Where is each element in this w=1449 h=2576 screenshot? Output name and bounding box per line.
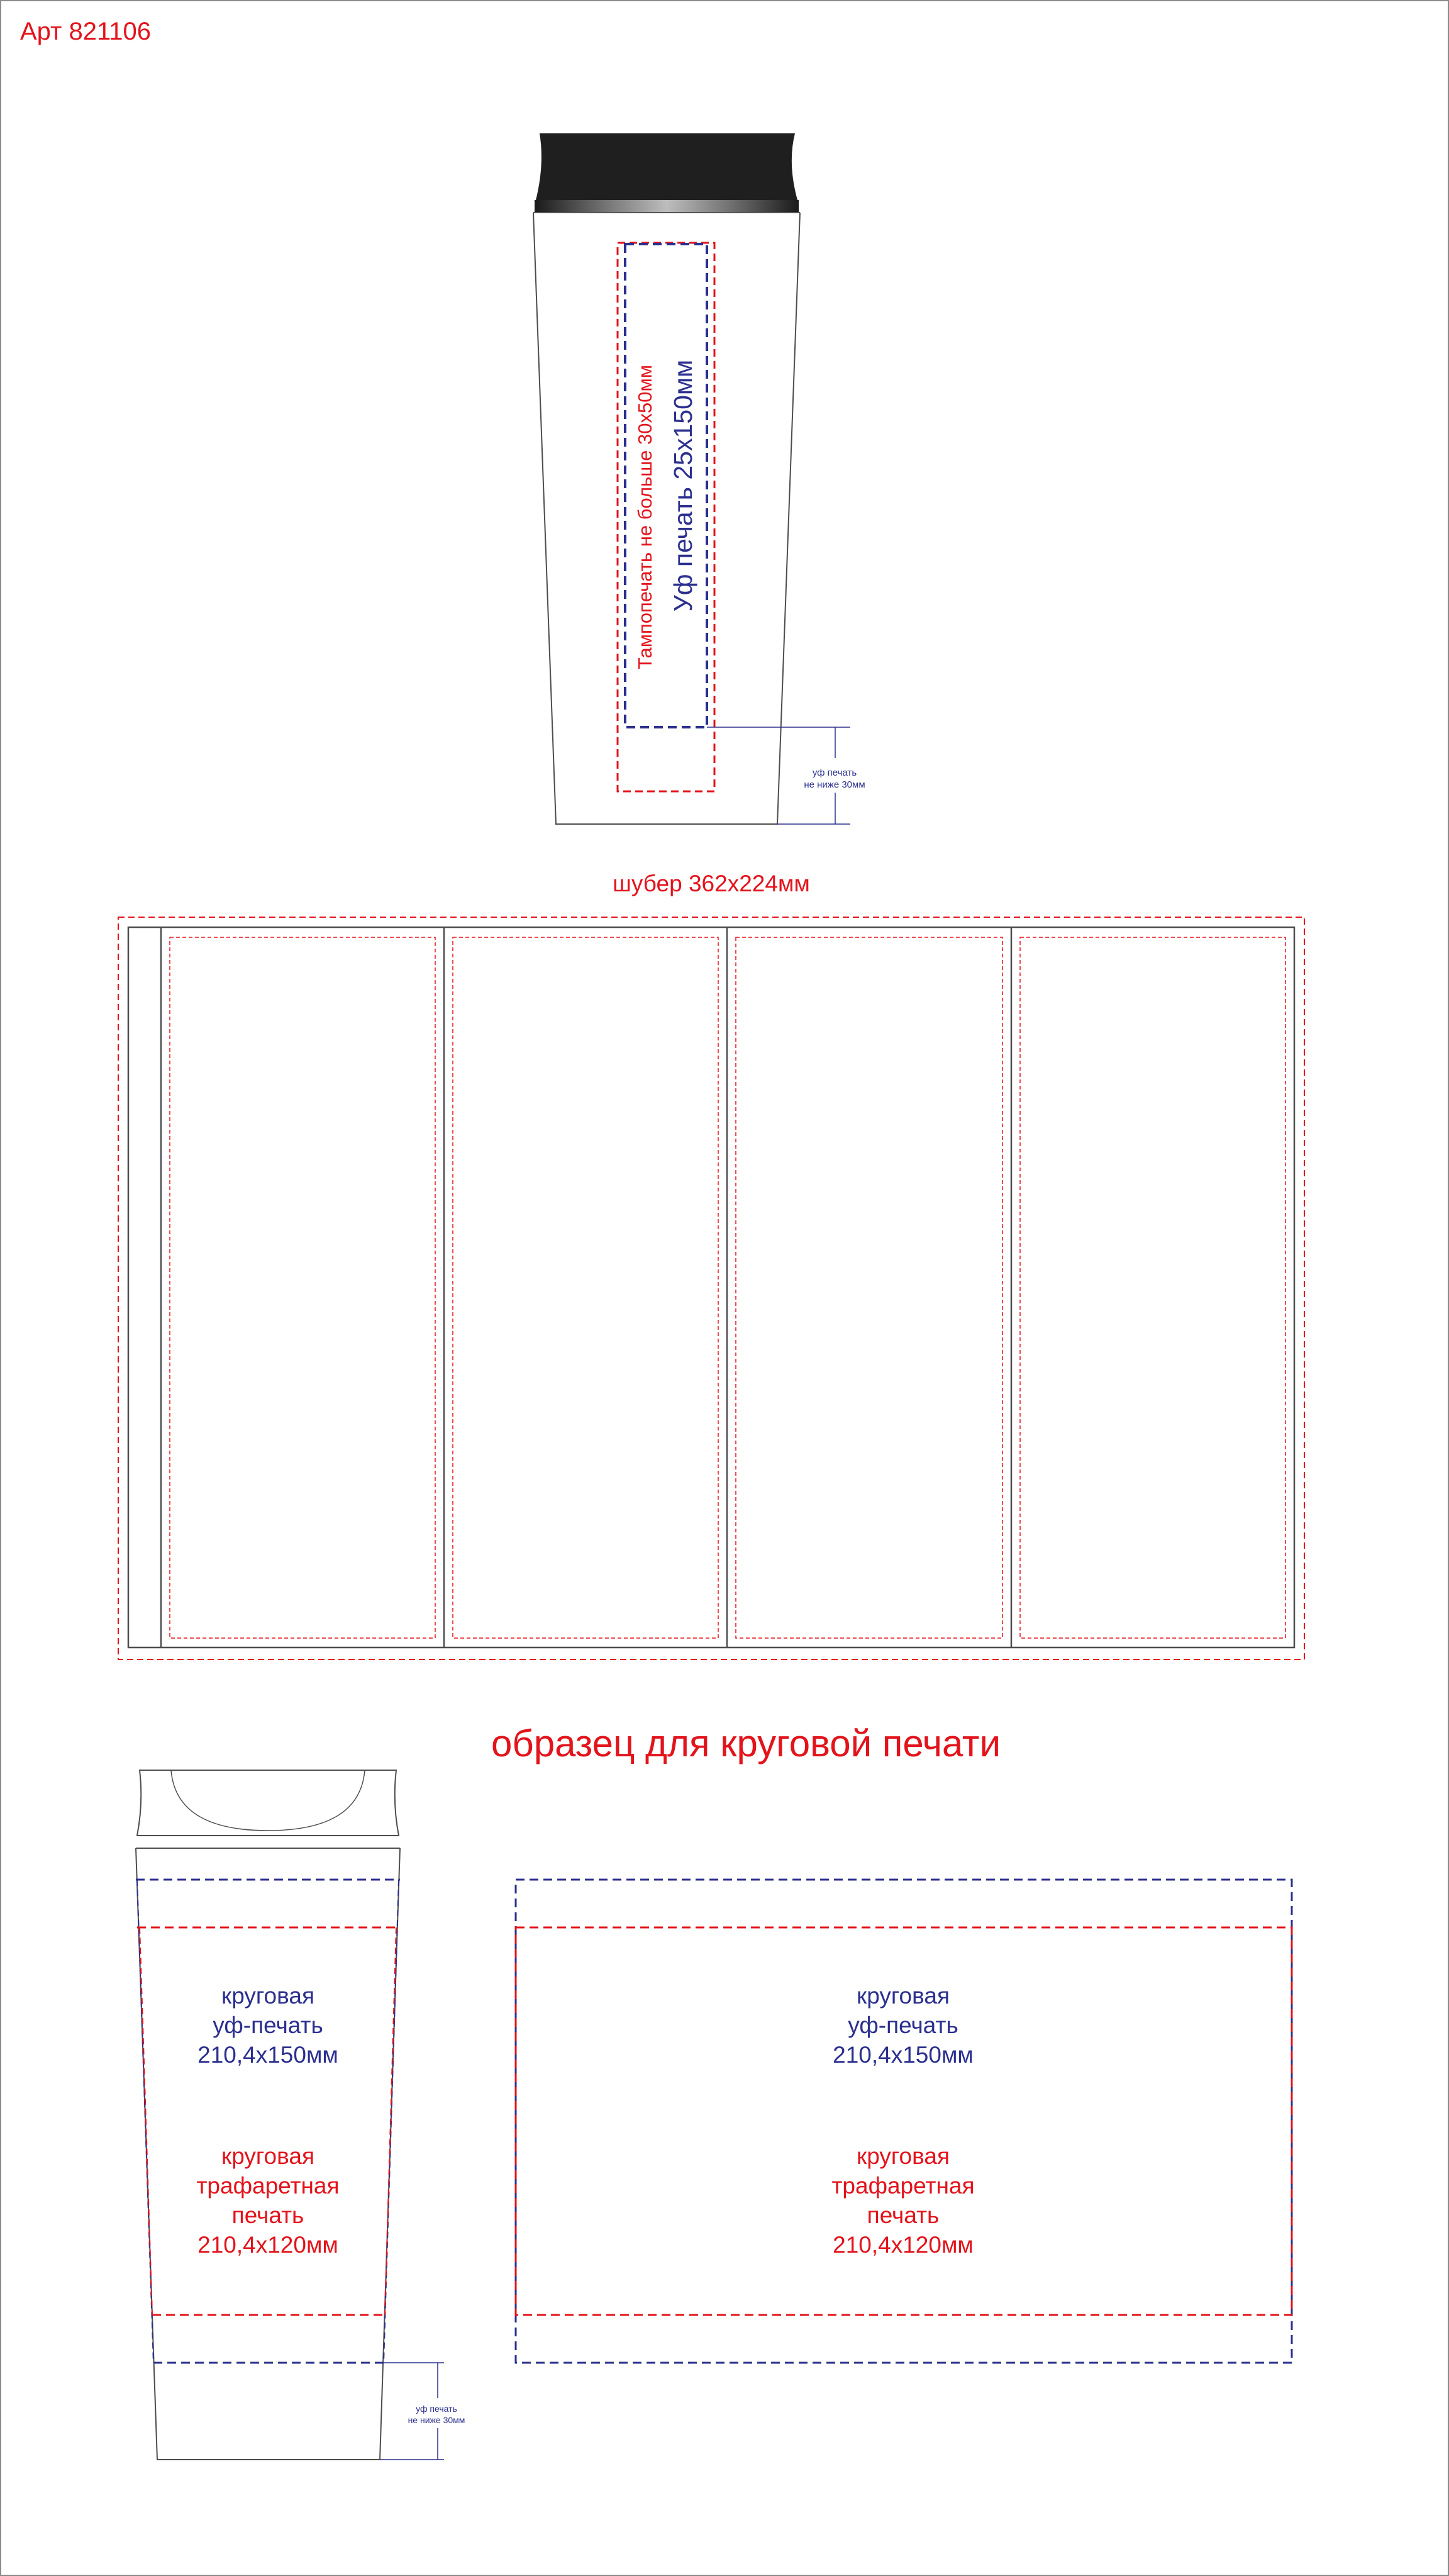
shuber-panel-3 xyxy=(736,937,1002,1638)
circular-heading: образец для круговой печати xyxy=(491,1722,1001,1765)
mug-side-view xyxy=(533,133,865,824)
circular-dimension-note-line2: не ниже 30мм xyxy=(408,2415,465,2425)
band-screen-line4: 210,4х120мм xyxy=(833,2232,974,2258)
top-dimension-note-line1: уф печать xyxy=(812,767,857,778)
mug-cap xyxy=(536,133,797,200)
mug-uv-line2: уф-печать xyxy=(213,2012,323,2038)
band-uv-line1: круговая xyxy=(857,1983,950,2009)
band-screen-line2: трафаретная xyxy=(831,2173,975,2199)
pad-print-label: Тампопечать не больше 30х50мм xyxy=(634,364,656,670)
band-uv-line2: уф-печать xyxy=(848,2012,958,2038)
mug-cap-rim xyxy=(535,200,799,213)
top-dimension-note-line2: не ниже 30мм xyxy=(804,779,865,790)
pad-print-area xyxy=(618,243,714,791)
shuber-panel-2 xyxy=(453,937,718,1638)
mug-screen-line3: печать xyxy=(231,2202,304,2228)
uv-print-band xyxy=(516,1880,1292,2363)
circular-mug-view xyxy=(136,1770,465,2460)
article-number: Арт 821106 xyxy=(20,18,151,45)
mug-screen-line2: трафаретная xyxy=(196,2173,340,2199)
shuber-bleed-outline xyxy=(118,917,1304,1659)
mug-screen-line4: 210,4х120мм xyxy=(197,2232,338,2258)
circular-dimension-note-line1: уф печать xyxy=(416,2404,457,2414)
mug-body xyxy=(533,213,800,824)
mug-screen-line1: круговая xyxy=(221,2143,314,2169)
mug-uv-line3: 210,4х150мм xyxy=(197,2042,338,2068)
shuber-layout xyxy=(118,917,1304,1659)
shuber-trim xyxy=(128,927,1294,1648)
circular-print-unrolled xyxy=(516,1880,1292,2363)
uv-print-label: Уф печать 25х150мм xyxy=(669,359,697,612)
shuber-panel-1 xyxy=(170,937,435,1638)
band-screen-line3: печать xyxy=(867,2202,940,2228)
circular-mug-cap xyxy=(137,1770,399,1836)
shuber-title: шубер 362х224мм xyxy=(613,871,810,896)
band-uv-line3: 210,4х150мм xyxy=(833,2042,974,2068)
mug-uv-line1: круговая xyxy=(221,1983,314,2009)
band-screen-line1: круговая xyxy=(857,2143,950,2169)
shuber-panel-4 xyxy=(1020,937,1285,1638)
circular-mug-lid-arc xyxy=(171,1770,365,1831)
